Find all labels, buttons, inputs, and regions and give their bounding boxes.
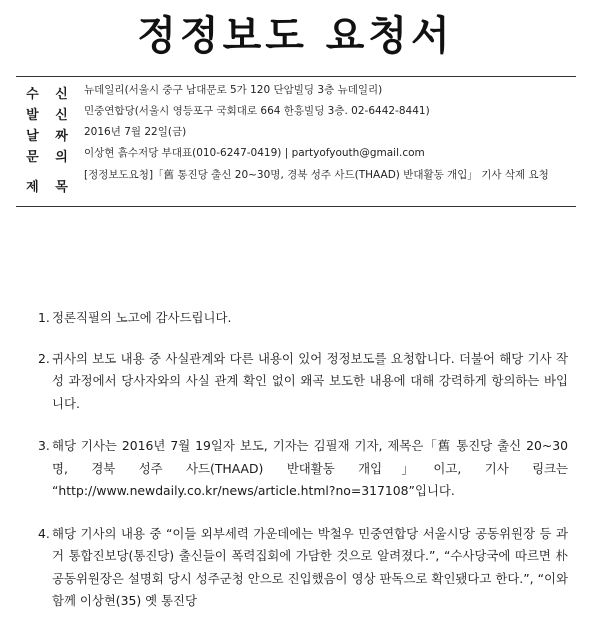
paragraph-text: 해당 기사는 2016년 7월 19일자 보도, 기자는 김필재 기자, 제목은「舊 통진당 출신 20~30명, 경북 성주 사드(THAAD) 반대활동 개입」이고, 기사 링크는 “http://www.newdaily.co.kr/news/article.html?no=317108”입니다. [52,438,568,498]
inquiry-row [16,144,576,166]
document-body [38,307,568,633]
paragraph-number: 2. [38,350,50,366]
subject-value: [정정보도요청]「舊 통진당 출신 20~30명, 경북 성주 사드(THAAD) 반대활동 개입」 기사 삭제 요청 [84,169,549,181]
date-value: 2016년 7월 22일(금) [84,126,187,138]
recipient-row [16,81,576,102]
paragraph-2 [38,348,568,416]
header-info-table [16,76,576,207]
paragraph-1 [38,307,568,330]
recipient-label: 수 신 [26,87,74,102]
sender-value: 민중연합당(서울시 영등포구 국회대로 664 한흥빌딩 3층. 02-6442-8441) [84,105,430,117]
inquiry-label: 문 의 [26,150,74,165]
date-row [16,123,576,144]
paragraph-number: 3. [38,438,50,453]
paragraph-number: 1. [38,310,50,325]
sender-row [16,102,576,123]
paragraph-text: 귀사의 보도 내용 중 사실관계와 다른 내용이 있어 정정보도를 요청합니다. 더불어 해당 기사 작성 과정에서 당사자와의 사실 관계 확인 없이 왜곡 보도한 내용에 대해 강력하게 항의하는 바입니다. [52,350,568,411]
subject-row [16,166,576,200]
paragraph-number: 4. [38,525,50,541]
paragraph-text: 정론직필의 노고에 감사드립니다. [52,310,232,325]
paragraph-4 [38,523,568,613]
subject-label: 제 목 [26,180,74,195]
inquiry-value: 이상현 흙수저당 부대표(010-6247-0419) | partyofyouth@gmail.com [84,147,425,159]
paragraph-3 [38,435,568,503]
recipient-value: 뉴데일리(서울시 중구 남대문로 5가 120 단암빌딩 3층 뉴데일리) [84,84,383,96]
sender-label: 발 신 [26,108,74,123]
date-label: 날 짜 [26,129,74,144]
paragraph-text: 해당 기사의 내용 중 “이들 외부세력 가운데에는 박철우 민중연합당 서울시당 공동위원장 등 과거 통합진보당(통진당) 출신들이 폭력집회에 가담한 것으로 알려졌다.”, “수사당국에 따르면 朴 공동위원장은 설명회 당시 성주군청 안으로 진입했음이 영상 판독으로 확인됐다고 한다.”, “이와 함께 이상현(35) 옛 통진당 [52,525,568,608]
document-title: 정정보도 요청서 [137,13,454,59]
